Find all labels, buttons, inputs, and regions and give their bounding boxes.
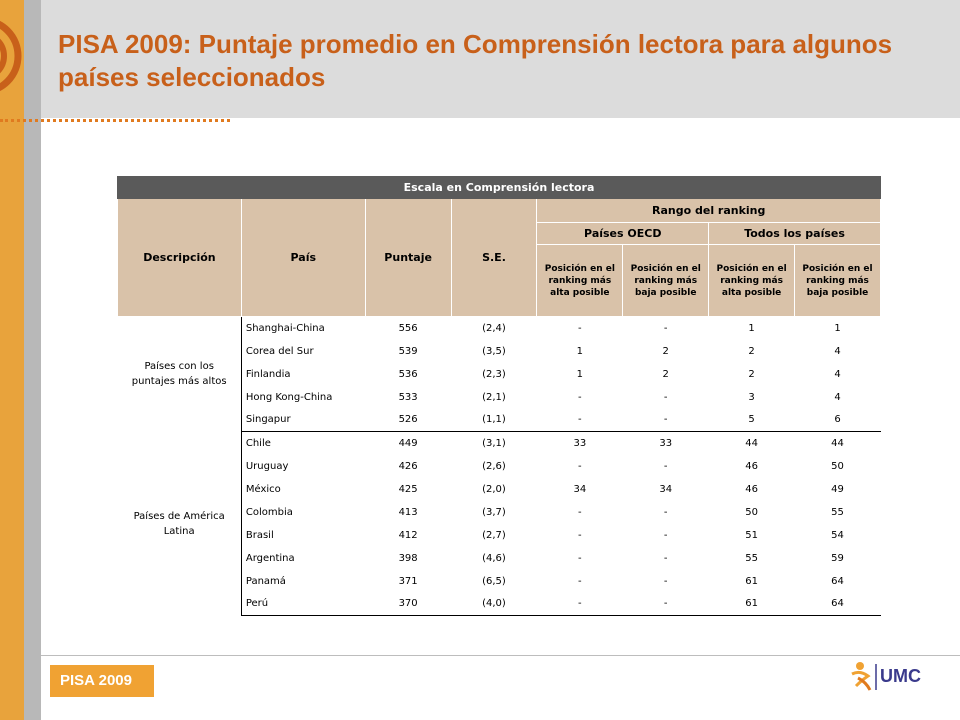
cell-todos-baja: 54 — [831, 529, 844, 541]
cell-pais: Chile — [245, 437, 271, 449]
cell-pais: Panamá — [245, 575, 286, 587]
cell-pais: Brasil — [245, 529, 274, 541]
cell-todos-baja: 6 — [795, 409, 881, 432]
header-oecd: Países OECD — [537, 223, 709, 245]
header-descripcion: Descripción — [118, 199, 242, 317]
header-se: S.E. — [451, 199, 537, 317]
cell-todos-baja: 4 — [834, 368, 841, 380]
cell-oecd-alta: - — [578, 322, 582, 334]
cell-oecd-baja: - — [623, 593, 709, 616]
cell-puntaje: 371 — [398, 575, 418, 587]
cell-pais: Corea del Sur — [245, 345, 314, 357]
cell-pais: Argentina — [245, 552, 295, 564]
cell-oecd-baja: 33 — [659, 437, 673, 449]
cell-todos-alta: 55 — [745, 552, 758, 564]
header-oecd-alta: Posición en el ranking más alta posible — [537, 245, 623, 317]
cell-oecd-baja: - — [623, 409, 709, 432]
cell-todos-alta: 61 — [745, 575, 758, 587]
cell-todos-alta: 1 — [748, 322, 755, 334]
cell-puntaje: 533 — [398, 391, 418, 403]
cell-oecd-alta: - — [578, 529, 582, 541]
cell-todos-baja: 64 — [831, 575, 844, 587]
cell-se: (2,6) — [482, 460, 506, 472]
cell-se: (3,7) — [482, 506, 506, 518]
cell-pais: Singapur — [241, 409, 365, 432]
left-gray-bar — [24, 0, 41, 720]
slide-title: PISA 2009: Puntaje promedio en Comprensión lectora para algunos países seleccionados — [58, 29, 893, 92]
cell-todos-baja: 4 — [834, 345, 841, 357]
cell-puntaje: 370 — [365, 593, 451, 616]
cell-todos-alta: 2 — [748, 368, 755, 380]
cell-pais: Perú — [241, 593, 365, 616]
cell-puntaje: 412 — [398, 529, 418, 541]
cell-se: (2,0) — [482, 483, 506, 495]
umc-logo-text: UMC — [880, 666, 921, 686]
cell-todos-alta: 61 — [709, 593, 795, 616]
cell-oecd-alta: - — [578, 506, 582, 518]
cell-se: (6,5) — [482, 575, 506, 587]
cell-oecd-baja: - — [663, 460, 668, 472]
group-label: Países de América Latina — [118, 432, 242, 616]
cell-se: (3,1) — [482, 437, 506, 449]
cell-oecd-alta: - — [578, 552, 582, 564]
table-body — [118, 317, 881, 616]
cell-se: (3,5) — [482, 345, 506, 357]
footer-badge: PISA 2009 — [50, 665, 154, 697]
table-row — [118, 432, 881, 455]
cell-todos-alta: 50 — [745, 506, 758, 518]
cell-se: (2,4) — [482, 322, 506, 334]
cell-todos-alta: 3 — [748, 391, 755, 403]
header-todos-baja: Posición en el ranking más baja posible — [795, 245, 881, 317]
swirl-logo-icon — [0, 14, 42, 98]
cell-todos-baja: 49 — [831, 483, 844, 495]
header-todos-alta: Posición en el ranking más alta posible — [709, 245, 795, 317]
cell-todos-baja: 59 — [831, 552, 844, 564]
cell-oecd-alta: 1 — [576, 368, 584, 380]
group-label: Países con los puntajes más altos — [118, 317, 242, 432]
cell-puntaje: 425 — [398, 483, 418, 495]
cell-oecd-alta: - — [578, 575, 582, 587]
cell-pais: Uruguay — [245, 460, 289, 472]
cell-oecd-baja: - — [663, 506, 668, 518]
cell-puntaje: 539 — [398, 345, 418, 357]
cell-todos-alta: 51 — [745, 529, 758, 541]
left-accent-bar — [0, 0, 24, 720]
cell-todos-baja: 64 — [795, 593, 881, 616]
reading-scores-table — [117, 176, 881, 616]
cell-todos-baja: 55 — [831, 506, 844, 518]
cell-se: (4,6) — [482, 552, 506, 564]
footer-divider — [41, 655, 960, 656]
cell-todos-alta: 46 — [745, 483, 758, 495]
cell-puntaje: 426 — [398, 460, 418, 472]
header-pais: País — [241, 199, 365, 317]
title-underline-dots — [0, 112, 230, 122]
cell-todos-alta: 46 — [745, 460, 758, 472]
cell-oecd-alta: - — [578, 391, 582, 403]
cell-pais: México — [245, 483, 281, 495]
header-puntaje: Puntaje — [365, 199, 451, 317]
cell-puntaje: 449 — [398, 437, 418, 449]
cell-puntaje: 556 — [398, 322, 418, 334]
cell-oecd-baja: - — [663, 391, 668, 403]
cell-oecd-alta: 34 — [573, 483, 587, 495]
cell-puntaje: 398 — [398, 552, 418, 564]
header-todos: Todos los países — [709, 223, 881, 245]
cell-oecd-alta: - — [578, 460, 582, 472]
header-rango: Rango del ranking — [537, 199, 881, 223]
cell-oecd-baja: 2 — [662, 345, 669, 357]
cell-oecd-alta: - — [537, 593, 623, 616]
cell-todos-baja: 50 — [831, 460, 844, 472]
cell-se: (4,0) — [451, 593, 537, 616]
cell-se: (2,7) — [482, 529, 506, 541]
cell-puntaje: 536 — [398, 368, 418, 380]
table-row — [118, 317, 881, 340]
cell-oecd-alta: 33 — [573, 437, 587, 449]
cell-todos-alta: 2 — [748, 345, 755, 357]
cell-pais: Finlandia — [245, 368, 291, 380]
cell-pais: Shanghai-China — [245, 322, 325, 334]
cell-se: (2,1) — [482, 391, 506, 403]
cell-oecd-baja: 2 — [662, 368, 669, 380]
cell-oecd-baja: - — [663, 322, 668, 334]
table-caption: Escala en Comprensión lectora — [118, 177, 881, 199]
cell-todos-baja: 4 — [834, 391, 841, 403]
cell-puntaje: 413 — [398, 506, 418, 518]
cell-oecd-alta: - — [537, 409, 623, 432]
cell-pais: Hong Kong-China — [245, 391, 333, 403]
cell-se: (2,3) — [482, 368, 506, 380]
cell-todos-baja: 1 — [834, 322, 841, 334]
cell-pais: Colombia — [245, 506, 293, 518]
cell-todos-alta: 5 — [709, 409, 795, 432]
cell-todos-alta: 44 — [745, 437, 758, 449]
cell-oecd-alta: 1 — [576, 345, 584, 357]
cell-oecd-baja: - — [663, 575, 668, 587]
cell-puntaje: 526 — [365, 409, 451, 432]
cell-se: (1,1) — [451, 409, 537, 432]
cell-oecd-baja: 34 — [659, 483, 673, 495]
header-oecd-baja: Posición en el ranking más baja posible — [623, 245, 709, 317]
cell-todos-baja: 44 — [831, 437, 844, 449]
cell-oecd-baja: - — [663, 529, 668, 541]
cell-oecd-baja: - — [663, 552, 668, 564]
